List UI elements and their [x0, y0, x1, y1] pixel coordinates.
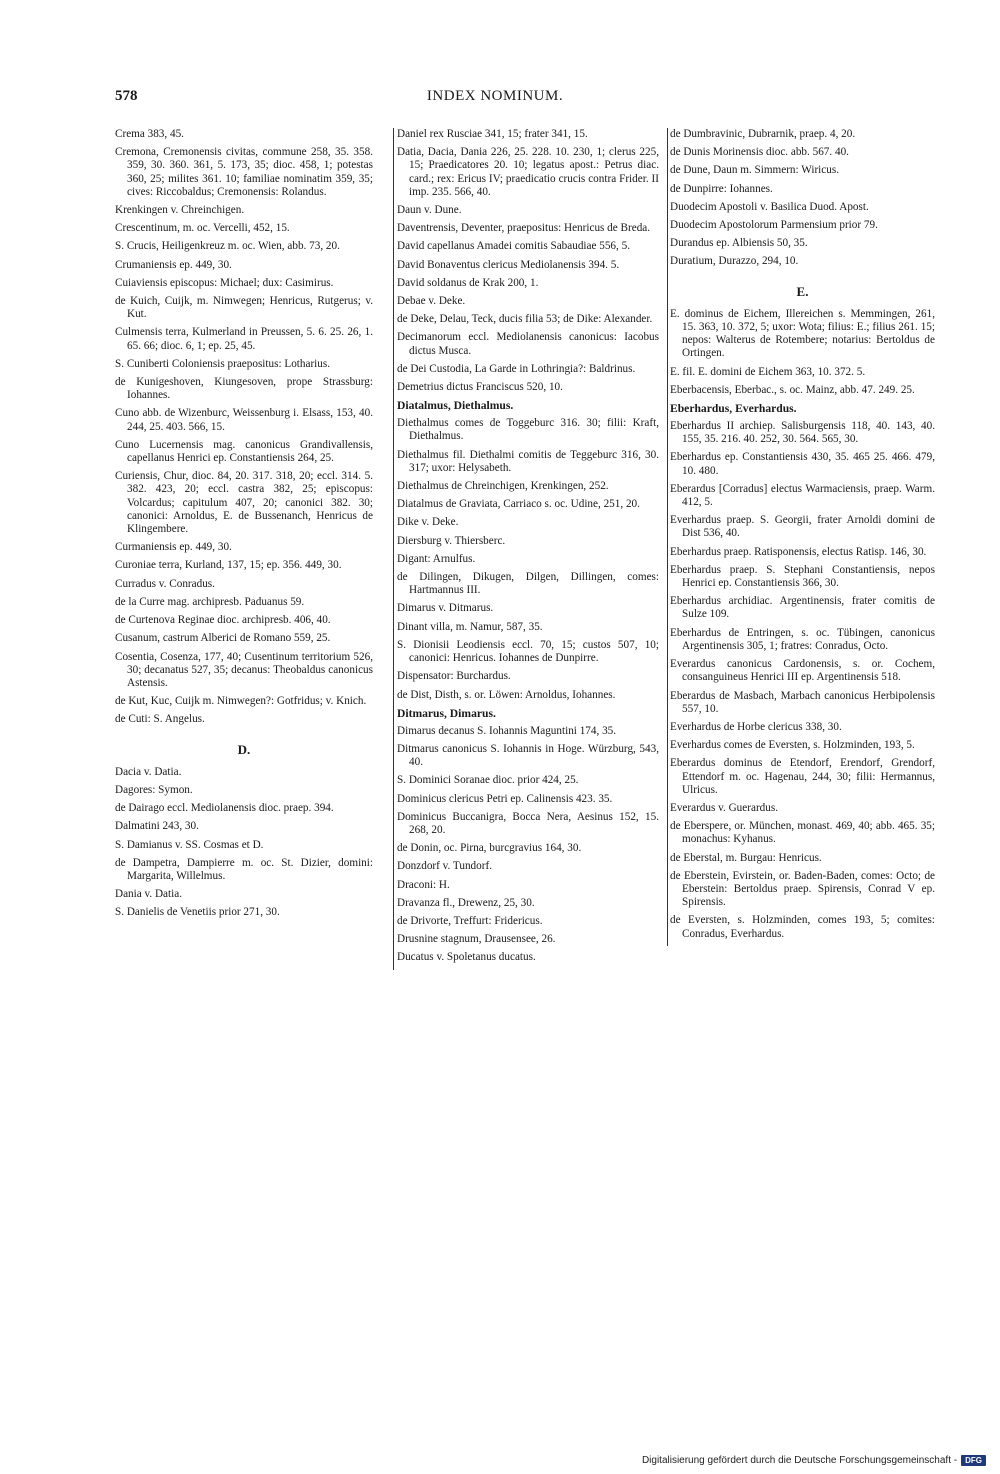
- index-entry: Everardus canonicus Cardonensis, s. or. Cochem, consanguineus Henrici III ep. Argentinensis 518.: [670, 658, 935, 684]
- index-entry: Culmensis terra, Kulmerland in Preussen, 5. 6. 25. 26, 1. 65. 66; dioc. 6, 1; ep. 25, 45.: [115, 326, 373, 352]
- index-entry: S. Dominici Soranae dioc. prior 424, 25.: [397, 774, 579, 787]
- index-heading: Eberhardus, Everhardus.: [670, 402, 797, 416]
- index-entry: Donzdorf v. Tundorf.: [397, 860, 492, 873]
- index-entry: Diatalmus de Graviata, Carriaco s. oc. Udine, 251, 20.: [397, 498, 640, 511]
- index-entry: Dispensator: Burchardus.: [397, 670, 511, 683]
- index-entry: Diethalmus comes de Toggeburc 316. 30; filii: Kraft, Diethalmus.: [397, 417, 659, 443]
- index-entry: S. Dionisii Leodiensis eccl. 70, 15; custos 507, 10; canonici: Henricus. Iohannes de Dunpirre.: [397, 638, 659, 665]
- page-header: [115, 88, 875, 112]
- dfg-logo-icon: DFG: [961, 1455, 986, 1466]
- index-entry: de Dunis Morinensis dioc. abb. 567. 40.: [670, 146, 849, 159]
- index-entry: E. dominus de Eichem, Illereichen s. Memmingen, 261, 15. 363, 10. 372, 5; uxor: Wota; filius: E.; filius 261. 15; nepos: Walterus de Rotembere; notarius: Bertoldus de Ortingen.: [670, 307, 935, 360]
- index-entry: Daniel rex Rusciae 341, 15; frater 341, 15.: [397, 128, 588, 140]
- index-entry: Dalmatini 243, 30.: [115, 820, 199, 833]
- index-entry: David soldanus de Krak 200, 1.: [397, 276, 539, 289]
- index-entry: David Bonaventus clericus Mediolanensis 394. 5.: [397, 258, 620, 271]
- index-entry: Durandus ep. Albiensis 50, 35.: [670, 237, 808, 250]
- index-entry: Everhardus comes de Eversten, s. Holzminden, 193, 5.: [670, 739, 915, 752]
- index-entry: Duodecim Apostolorum Parmensium prior 79.: [670, 219, 878, 232]
- index-entry: Daun v. Dune.: [397, 204, 462, 217]
- index-entry: Eberardus de Masbach, Marbach canonicus Herbipolensis 557, 10.: [670, 689, 935, 715]
- index-entry: Demetrius dictus Franciscus 520, 10.: [397, 381, 563, 394]
- index-entry: Curiensis, Chur, dioc. 84, 20. 317. 318, 20; eccl. 314. 5. 382. 423, 20; eccl. castra 382, 25; episcopus: Volcardus; capitulum 407, 20; canonici 382. 30; canonici: Arnoldus, E. de Bussenanch, Henricus de Klingembere.: [115, 470, 373, 536]
- index-entry: Diethalmus de Chreinchigen, Krenkingen, 252.: [397, 480, 609, 493]
- index-entry: de Eberstal, m. Burgau: Henricus.: [670, 851, 822, 864]
- index-entry: Cuno Lucernensis mag. canonicus Grandivallensis, capellanus Henrici ep. Constantiensis 264, 25.: [115, 438, 373, 465]
- index-entry: E. fil. E. domini de Eichem 363, 10. 372. 5.: [670, 365, 866, 378]
- index-entry: Diethalmus fil. Diethalmi comitis de Teggeburc 316, 30. 317; uxor: Helysabeth.: [397, 448, 659, 474]
- index-entry: Cuiaviensis episcopus: Michael; dux: Casimirus.: [115, 276, 334, 289]
- index-entry: Krenkingen v. Chreinchigen.: [115, 204, 245, 217]
- index-entry: Everhardus de Horbe clericus 338, 30.: [670, 720, 842, 733]
- index-entry: Cuno abb. de Wizenburc, Weissenburg i. Elsass, 153, 40. 244, 25. 403. 566, 15.: [115, 407, 373, 433]
- index-entry: Dimarus v. Ditmarus.: [397, 602, 494, 615]
- index-entry: Dania v. Datia.: [115, 888, 182, 901]
- index-entry: S. Cuniberti Coloniensis praepositus: Lotharius.: [115, 357, 331, 370]
- index-entry: de Kuich, Cuijk, m. Nimwegen; Henricus, Rutgerus; v. Kut.: [115, 295, 373, 321]
- index-entry: Curradus v. Conradus.: [115, 577, 215, 590]
- section-letter: E.: [796, 283, 809, 299]
- index-entry: Dinant villa, m. Namur, 587, 35.: [397, 620, 543, 633]
- index-entry: Debae v. Deke.: [397, 295, 466, 308]
- index-entry: Ducatus v. Spoletanus ducatus.: [397, 951, 536, 964]
- index-entry: de Kut, Kuc, Cuijk m. Nimwegen?: Gotfridus; v. Knich.: [115, 695, 367, 708]
- index-entry: Eberardus dominus de Etendorf, Erendorf, Grendorf, Ettendorf m. oc. Hagenau, 244, 30; filii: Hermannus, Ulricus.: [670, 757, 935, 796]
- index-entry: de Dairago eccl. Mediolanensis dioc. praep. 394.: [115, 802, 334, 815]
- index-entry: Eberhardus II archiep. Salisburgensis 118, 40. 143, 40. 155, 35. 216. 40. 252, 30. 564. 565, 30.: [670, 420, 935, 446]
- index-entry: de Curtenova Reginae dioc. archipresb. 406, 40.: [115, 614, 331, 627]
- index-entry: Eberhardus ep. Constantiensis 430, 35. 465 25. 466. 479, 10. 480.: [670, 451, 935, 477]
- index-column-1: [115, 128, 373, 925]
- index-entry: Draconi: H.: [397, 878, 450, 891]
- index-entry: Eberhardus de Entringen, s. oc. Tübingen, canonicus Argentinensis 305, 1; fratres: Conradus, Octo.: [670, 626, 935, 652]
- page-number: 578: [115, 88, 138, 104]
- index-entry: Everhardus praep. S. Georgii, frater Arnoldi domini de Dist 536, 40.: [670, 514, 935, 540]
- index-column-2: [393, 128, 659, 970]
- index-entry: Dravanza fl., Drewenz, 25, 30.: [397, 896, 535, 909]
- index-entry: Decimanorum eccl. Mediolanensis canonicus: Iacobus dictus Musca.: [397, 331, 659, 357]
- index-entry: David capellanus Amadei comitis Sabaudiae 556, 5.: [397, 240, 631, 253]
- index-entry: de Dunpirre: Iohannes.: [670, 182, 773, 195]
- index-entry: de Kunigeshoven, Kiungesoven, prope Strassburg: Iohannes.: [115, 376, 373, 402]
- index-entry: Crema 383, 45.: [115, 128, 184, 140]
- index-entry: Eberbacensis, Eberbac., s. oc. Mainz, abb. 47. 249. 25.: [670, 383, 915, 396]
- index-entry: de Drivorte, Treffurt: Fridericus.: [397, 914, 543, 927]
- index-entry: S. Damianus v. SS. Cosmas et D.: [115, 838, 264, 851]
- index-entry: de Eversten, s. Holzminden, comes 193, 5; comites: Conradus, Everhardus.: [670, 914, 935, 940]
- index-entry: Digant: Arnulfus.: [397, 552, 476, 565]
- index-entry: Crescentinum, m. oc. Vercelli, 452, 15.: [115, 222, 290, 235]
- section-letter: D.: [237, 741, 251, 757]
- index-entry: de Eberspere, or. München, monast. 469, 40; abb. 465. 35; monachus: Kyhanus.: [670, 820, 935, 846]
- index-entry: de Dampetra, Dampierre m. oc. St. Dizier, domini: Margarita, Willelmus.: [115, 856, 373, 882]
- index-entry: Curmaniensis ep. 449, 30.: [115, 541, 232, 554]
- index-entry: de Dei Custodia, La Garde in Lothringia?: Baldrinus.: [397, 362, 636, 375]
- index-entry: Dominicus clericus Petri ep. Calinensis 423. 35.: [397, 792, 613, 805]
- index-entry: Duodecim Apostoli v. Basilica Duod. Apost.: [670, 200, 869, 213]
- funding-note: Digitalisierung gefördert durch die Deutsche Forschungsgemeinschaft -: [641, 1454, 958, 1466]
- digitization-footer: [642, 1453, 986, 1467]
- index-entry: Dominicus Buccanigra, Bocca Nera, Aesinus 152, 15. 268, 20.: [397, 810, 659, 836]
- index-entry: Everardus v. Guerardus.: [670, 801, 779, 814]
- index-entry: Daventrensis, Deventer, praepositus: Henricus de Breda.: [397, 222, 651, 235]
- index-entry: de Deke, Delau, Teck, ducis filia 53; de Dike: Alexander.: [397, 313, 653, 326]
- index-entry: S. Danielis de Venetiis prior 271, 30.: [115, 906, 280, 919]
- index-entry: de Cuti: S. Angelus.: [115, 713, 205, 726]
- index-entry: Cusanum, castrum Alberici de Romano 559, 25.: [115, 632, 331, 645]
- index-entry: de la Curre mag. archipresb. Paduanus 59.: [115, 595, 305, 608]
- index-entry: Eberhardus praep. Ratisponensis, electus Ratisp. 146, 30.: [670, 545, 927, 558]
- index-entry: de Dune, Daun m. Simmern: Wiricus.: [670, 164, 839, 177]
- index-entry: Ditmarus canonicus S. Iohannis in Hoge. Würzburg, 543, 40.: [397, 742, 659, 769]
- index-entry: S. Crucis, Heiligenkreuz m. oc. Wien, abb. 73, 20.: [115, 240, 340, 253]
- page-title: INDEX NOMINUM.: [426, 88, 564, 104]
- index-entry: Eberardus [Corradus] electus Warmaciensis, praep. Warm. 412, 5.: [670, 482, 935, 509]
- index-entry: Eberhardus praep. S. Stephani Constantiensis, nepos Henrici ep. Constantiensis 366, 30.: [670, 563, 935, 590]
- index-entry: de Dilingen, Dikugen, Dilgen, Dillingen, comes: Hartmannus III.: [397, 571, 659, 597]
- index-entry: Cosentia, Cosenza, 177, 40; Cusentinum territorium 526, 30; decanatus 527, 35; decanus: Theobaldus canonicus Astensis.: [115, 650, 373, 689]
- index-heading: Diatalmus, Diethalmus.: [397, 399, 514, 413]
- index-entry: Cremona, Cremonensis civitas, commune 258, 35. 358. 359, 30. 360. 361, 5. 173, 35; dioc. 458, 1; potestas 360, 25; milites 361. 10; familiae nominatim 359, 35; cives: Riccobaldus; Cremonensis: Rolandus.: [115, 146, 373, 198]
- index-entry: Datia, Dacia, Dania 226, 25. 228. 10. 230, 1; clerus 225, 15; Praedicatores 20. 10; legatus apost.: Petrus diac. card.; rex: Ericus IV; praedicatio crucis contra Frider. II imp. 235. 566, 40.: [397, 146, 659, 198]
- index-entry: Dimarus decanus S. Iohannis Maguntini 174, 35.: [397, 724, 617, 737]
- index-entry: Dagores: Symon.: [115, 783, 193, 796]
- index-entry: Dike v. Deke.: [397, 516, 459, 529]
- index-heading: Ditmarus, Dimarus.: [397, 706, 496, 720]
- index-entry: Diersburg v. Thiersberc.: [397, 534, 506, 547]
- index-column-3: [667, 128, 935, 946]
- index-entry: de Donin, oc. Pirna, burcgravius 164, 30.: [397, 842, 582, 855]
- index-entry: de Dumbravinic, Dubrarnik, praep. 4, 20.: [670, 128, 856, 140]
- index-entry: Duratium, Durazzo, 294, 10.: [670, 255, 799, 268]
- index-entry: Curoniae terra, Kurland, 137, 15; ep. 356. 449, 30.: [115, 559, 342, 572]
- index-entry: Dacia v. Datia.: [115, 765, 182, 778]
- index-entry: de Eberstein, Evirstein, or. Baden-Baden, comes: Octo; de Eberstein: Bertoldus praep. Spirensis, Conrad V ep. Spirensis.: [670, 869, 935, 909]
- index-entry: Eberhardus archidiac. Argentinensis, frater comitis de Sulze 109.: [670, 595, 935, 621]
- index-entry: de Dist, Disth, s. or. Löwen: Arnoldus, Iohannes.: [397, 688, 616, 701]
- index-entry: Crumaniensis ep. 449, 30.: [115, 258, 232, 271]
- index-entry: Drusnine stagnum, Drausensee, 26.: [397, 933, 556, 946]
